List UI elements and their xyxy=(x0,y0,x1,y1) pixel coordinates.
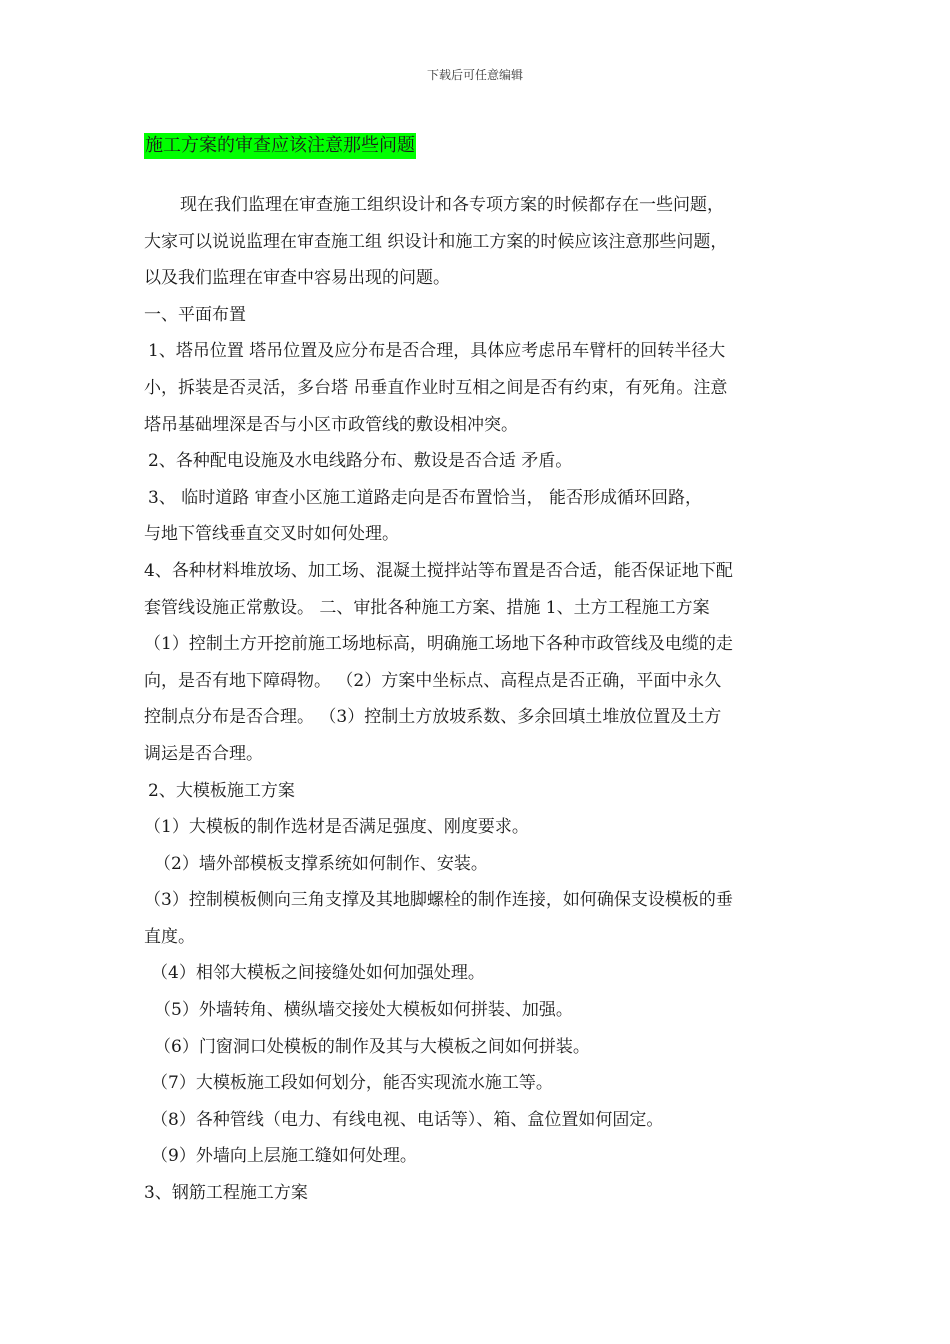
section-heading: 3、钢筋工程施工方案 xyxy=(144,1183,308,1204)
list-item: （4）相邻大模板之间接缝处如何加强处理。 xyxy=(151,963,485,984)
list-item: （8）各种管线（电力、有线电视、电话等）、箱、盒位置如何固定。 xyxy=(151,1109,664,1130)
paragraph-line: 现在我们监理在审查施工组织设计和各专项方案的时候都存在一些问题， xyxy=(180,195,724,215)
paragraph-line: 向，是否有地下障碍物。 （2）方案中坐标点、高程点是否正确，平面中永久 xyxy=(144,670,722,691)
list-item: （5）外墙转角、横纵墙交接处大模板如何拼装、加强。 xyxy=(154,1000,573,1021)
document-body xyxy=(144,187,810,1212)
paragraph-line: （1）控制土方开挖前施工场地标高，明确施工场地下各种市政管线及电缆的走 xyxy=(144,634,733,655)
list-item: （7）大模板施工段如何划分，能否实现流水施工等。 xyxy=(151,1073,553,1094)
paragraph-line: 1、塔吊位置 塔吊位置及应分布是否合理，具体应考虑吊车臂杆的回转半径大 xyxy=(148,341,726,362)
list-item: （9）外墙向上层施工缝如何处理。 xyxy=(151,1146,417,1167)
paragraph-line: 3、 临时道路 审查小区施工道路走向是否布置恰当， 能否形成循环回路， xyxy=(148,487,703,508)
list-item: （3）控制模板侧向三角支撑及其地脚螺栓的制作连接，如何确保支设模板的垂 xyxy=(144,890,733,911)
page-header: 下载后可任意编辑 xyxy=(426,68,523,82)
paragraph-line: 直度。 xyxy=(144,926,195,947)
document-title: 施工方案的审查应该注意那些问题 xyxy=(144,133,416,159)
document-content xyxy=(144,133,810,1212)
paragraph-line: 以及我们监理在审查中容易出现的问题。 xyxy=(144,268,450,289)
paragraph-line: 小，拆装是否灵活，多台塔 吊垂直作业时互相之间是否有约束，有死角。注意 xyxy=(144,377,728,398)
list-item: （1）大模板的制作选材是否满足强度、刚度要求。 xyxy=(144,817,529,838)
paragraph-line: 2、各种配电设施及水电线路分布、敷设是否合适 矛盾。 xyxy=(148,451,573,472)
list-item: （6）门窗洞口处模板的制作及其与大模板之间如何拼装。 xyxy=(154,1036,590,1057)
paragraph-line: 大家可以说说监理在审查施工组 织设计和施工方案的时候应该注意那些问题， xyxy=(144,231,728,252)
paragraph-line: 4、各种材料堆放场、加工场、混凝土搅拌站等布置是否合适，能否保证地下配 xyxy=(144,560,733,581)
section-heading: 一、平面布置 xyxy=(144,304,246,325)
list-item: （2）墙外部模板支撑系统如何制作、安装。 xyxy=(154,853,488,874)
paragraph-line: 调运是否合理。 xyxy=(144,743,263,764)
paragraph-line: 与地下管线垂直交叉时如何处理。 xyxy=(144,524,399,545)
paragraph-line: 控制点分布是否合理。 （3）控制土方放坡系数、多余回填土堆放位置及土方 xyxy=(144,707,722,728)
paragraph-line: 套管线设施正常敷设。 二、审批各种施工方案、措施 1、土方工程施工方案 xyxy=(144,597,710,618)
section-heading: 2、大模板施工方案 xyxy=(148,780,295,801)
paragraph-line: 塔吊基础埋深是否与小区市政管线的敷设相冲突。 xyxy=(144,414,518,435)
